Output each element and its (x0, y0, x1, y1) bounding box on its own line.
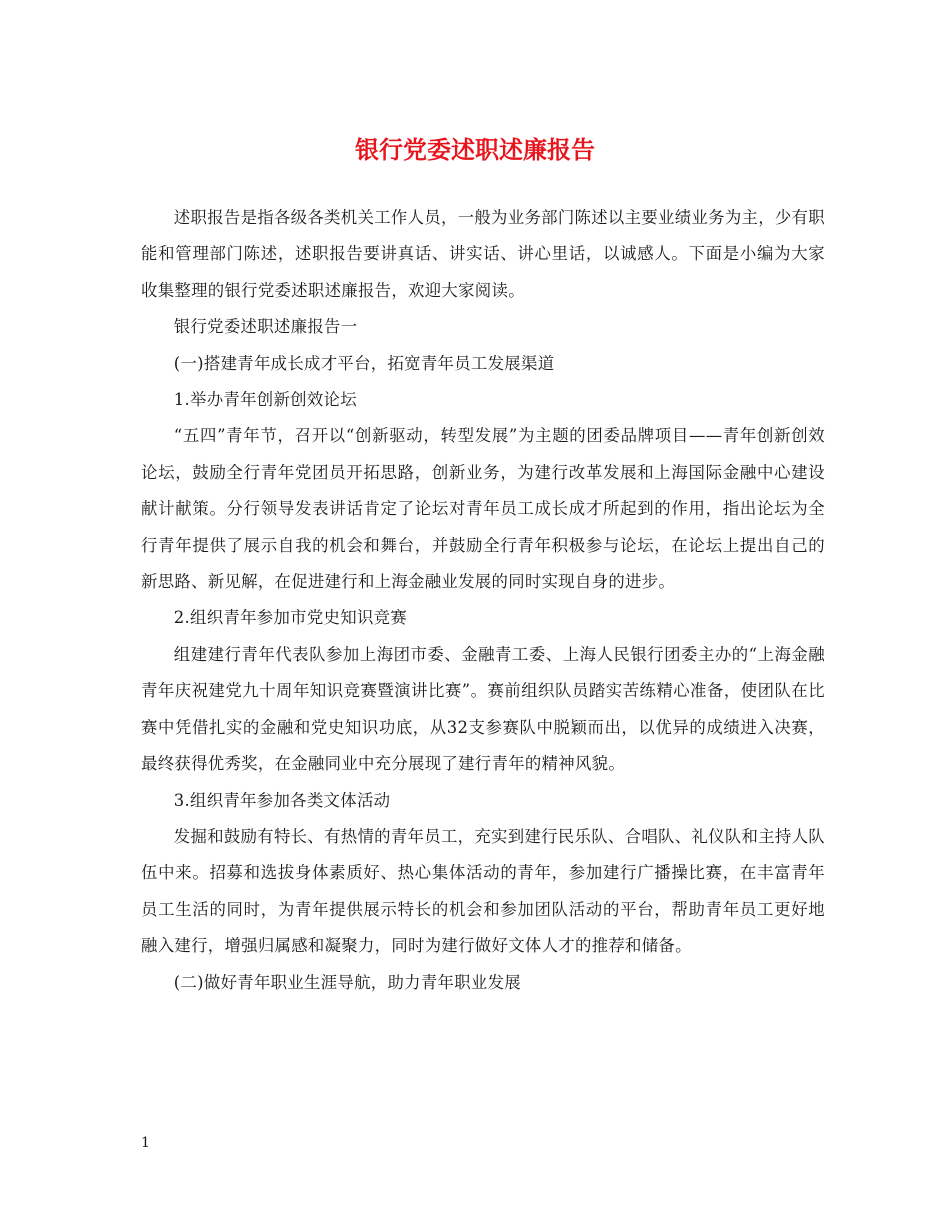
paragraph-item-2: 2.组织青年参加市党史知识竞赛 (173, 608, 408, 628)
paragraph-item-2-body: 组建建行青年代表队参加上海团市委、金融青工委、上海人民银行团委主办的“上海金融青年庆祝建党九十周年知识竞赛暨演讲比赛”。赛前组织队员踏实苦练精心准备，使团队在比赛中凭借扎实的金融和党史知识功底，从32支参赛队中脱颖而出，以优异的成绩进入决赛，最终获得优秀奖，在金融同业中充分展现了建行青年的精神风貌。 (141, 644, 825, 774)
document-body (141, 200, 825, 1001)
paragraph-item-1: 1.举办青年创新创效论坛 (173, 390, 357, 410)
paragraph-item-1-body: “五四”青年节，召开以“创新驱动，转型发展”为主题的团委品牌项目——青年创新创效论坛，鼓励全行青年党团员开拓思路，创新业务，为建行改革发展和上海国际金融中心建设献计献策。分行领导发表讲话肯定了论坛对青年员工成长成才所起到的作用，指出论坛为全行青年提供了展示自我的机会和舞台，并鼓励全行青年积极参与论坛，在论坛上提出自己的新思路、新见解，在促进建行和上海金融业发展的同时实现自身的进步。 (141, 426, 825, 592)
paragraph-report-heading: 银行党委述职述廉报告一 (173, 317, 358, 337)
paragraph-intro: 述职报告是指各级各类机关工作人员，一般为业务部门陈述以主要业绩业务为主，少有职能和管理部门陈述，述职报告要讲真话、讲实话、讲心里话，以诚感人。下面是小编为大家收集整理的银行党委述职述廉报告，欢迎大家阅读。 (141, 208, 825, 300)
paragraph-item-3: 3.组织青年参加各类文体活动 (173, 790, 391, 810)
document-title: 银行党委述职述廉报告 (355, 135, 595, 164)
paragraph-item-3-body: 发掘和鼓励有特长、有热情的青年员工，充实到建行民乐队、合唱队、礼仪队和主持人队伍中来。招募和选拔身体素质好、热心集体活动的青年，参加建行广播操比赛，在丰富青年员工生活的同时，为青年提供展示特长的机会和参加团队活动的平台，帮助青年员工更好地融入建行，增强归属感和凝聚力，同时为建行做好文体人才的推荐和储备。 (141, 826, 825, 956)
paragraph-section-2: (二)做好青年职业生涯导航，助力青年职业发展 (173, 972, 521, 992)
page-number: 1 (141, 1135, 150, 1151)
paragraph-section-1: (一)搭建青年成长成才平台，拓宽青年员工发展渠道 (173, 353, 555, 373)
